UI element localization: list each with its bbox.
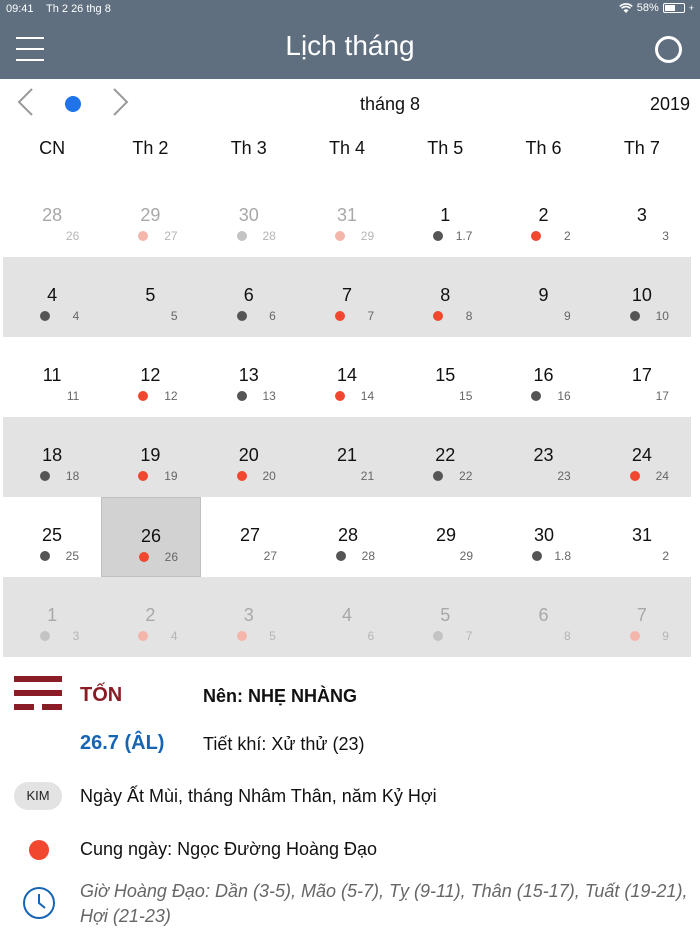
solar-day: 5	[440, 605, 451, 625]
lunar-day: 22	[459, 469, 473, 483]
day-cell[interactable]	[200, 577, 298, 657]
day-cell[interactable]	[298, 577, 396, 657]
lunar-day: 7	[465, 629, 473, 643]
lunar-day: 20	[262, 469, 276, 483]
lunar-day: 3	[72, 629, 80, 643]
event-dot	[336, 551, 346, 561]
lunar-day: 27	[263, 549, 277, 563]
solar-day: 26	[140, 526, 162, 546]
day-cell[interactable]	[494, 417, 592, 497]
palace-dot-icon	[29, 840, 49, 860]
day-cell[interactable]	[3, 417, 101, 497]
advice-label: Nên: NHẸ NHÀNG	[203, 686, 358, 706]
day-cell[interactable]	[396, 577, 494, 657]
week-row	[3, 497, 691, 577]
lunar-day: 5	[269, 629, 276, 643]
weekday-header	[3, 138, 691, 159]
lunar-day: 5	[170, 309, 178, 323]
status-bar	[0, 0, 700, 20]
good-day-dot	[138, 471, 148, 481]
day-cell[interactable]	[101, 257, 199, 337]
lunar-day: 21	[360, 469, 375, 483]
event-dot	[532, 551, 542, 561]
day-cell[interactable]	[494, 257, 592, 337]
lunar-day: 19	[164, 469, 178, 483]
solar-day: 7	[636, 605, 647, 625]
good-day-dot	[433, 311, 443, 321]
solar-day: 15	[435, 365, 456, 385]
nav-bar	[0, 20, 700, 79]
lunar-day: 12	[164, 389, 178, 403]
lunar-day: 28	[262, 229, 276, 243]
status-time: 09:41	[6, 3, 34, 15]
status-date: Th 2 26 thg 8	[46, 3, 111, 15]
event-dot	[40, 631, 50, 641]
page-title: Lịch tháng	[285, 30, 415, 61]
lunar-day: 1.7	[455, 229, 473, 243]
day-cell[interactable]	[3, 497, 101, 577]
day-cell[interactable]	[101, 177, 199, 257]
good-day-dot	[237, 471, 247, 481]
weekday-label: Th 6	[525, 138, 562, 158]
day-cell[interactable]	[201, 497, 299, 577]
lunar-day: 9	[564, 309, 571, 323]
lunar-day: 18	[65, 469, 80, 483]
solar-day: 12	[140, 365, 161, 385]
solar-day: 21	[336, 445, 357, 465]
lunar-day: 24	[655, 469, 669, 483]
event-dot	[531, 391, 541, 401]
event-dot	[433, 471, 443, 481]
event-dot	[433, 631, 443, 641]
lunar-day: 2	[564, 229, 571, 243]
solar-day: 19	[140, 445, 161, 465]
solar-day: 20	[238, 445, 259, 465]
day-cell[interactable]	[396, 417, 494, 497]
solar-day: 17	[631, 365, 652, 385]
solar-day: 6	[243, 285, 254, 305]
solar-day: 22	[435, 445, 456, 465]
day-cell[interactable]	[299, 497, 397, 577]
status-right	[619, 2, 694, 14]
event-dot	[237, 231, 247, 241]
lunar-day: 25	[65, 549, 79, 563]
good-day-dot	[335, 231, 345, 241]
chevron-right-icon[interactable]	[108, 87, 132, 117]
calendar-grid	[3, 177, 691, 657]
day-cell[interactable]	[200, 417, 298, 497]
lunar-day: 28	[361, 549, 375, 563]
day-cell[interactable]	[101, 337, 199, 417]
solar-day: 25	[41, 525, 63, 545]
lunar-day: 10	[655, 309, 669, 323]
day-cell[interactable]	[494, 577, 592, 657]
solar-day: 2	[145, 605, 156, 625]
lunar-day: 4	[72, 309, 80, 323]
day-cell[interactable]	[593, 417, 691, 497]
day-cell[interactable]	[298, 337, 396, 417]
solar-day: 5	[145, 285, 156, 305]
day-cell[interactable]	[200, 337, 298, 417]
event-dot	[40, 471, 50, 481]
lunar-day: 23	[557, 469, 571, 483]
lunar-day: 1.8	[554, 549, 571, 563]
solar-day: 31	[631, 525, 653, 545]
week-row	[3, 257, 691, 337]
month-label[interactable]: tháng 8	[360, 94, 421, 114]
chevron-left-icon[interactable]	[14, 87, 38, 117]
day-cell[interactable]	[593, 577, 691, 657]
day-cell[interactable]	[495, 497, 593, 577]
good-day-dot	[531, 231, 541, 241]
solar-day: 3	[243, 605, 254, 625]
event-dot	[237, 391, 247, 401]
solar-day: 13	[238, 365, 259, 385]
event-dot	[237, 311, 247, 321]
good-day-dot	[138, 631, 148, 641]
weekday-label: Th 5	[427, 138, 464, 158]
week-row	[3, 577, 691, 657]
good-day-dot	[335, 391, 345, 401]
solar-day: 29	[435, 525, 457, 545]
circle-icon[interactable]	[655, 36, 682, 63]
canchi-text: Ngày Ất Mùi, tháng Nhâm Thân, năm Kỷ Hợi	[80, 786, 437, 806]
week-row	[3, 417, 691, 497]
event-dot	[630, 311, 640, 321]
solar-day: 2	[538, 205, 549, 225]
today-button[interactable]	[65, 96, 81, 112]
lunar-day: 6	[269, 309, 276, 323]
solar-day: 9	[538, 285, 549, 305]
palace-text: Cung ngày: Ngọc Đường Hoàng Đạo	[80, 839, 378, 859]
day-cell[interactable]	[593, 497, 691, 577]
solar-day: 3	[636, 205, 647, 225]
hexagram-name: TỐN	[80, 684, 123, 706]
lunar-day: 9	[662, 629, 669, 643]
day-cell[interactable]	[593, 337, 691, 417]
lunar-day: 17	[655, 389, 669, 403]
day-cell-selected[interactable]	[101, 497, 201, 577]
lunar-day: 6	[367, 629, 375, 643]
solar-day: 30	[533, 525, 555, 545]
day-cell[interactable]	[3, 577, 101, 657]
day-detail-panel	[0, 658, 700, 934]
solar-day: 1	[440, 205, 451, 225]
lunar-day: 2	[662, 549, 669, 563]
lunar-day: 15	[459, 389, 473, 403]
solar-day: 18	[42, 445, 63, 465]
week-row	[3, 177, 691, 257]
weekday-label: Th 7	[623, 138, 660, 158]
lunar-day: 7	[367, 309, 375, 323]
solar-day: 29	[140, 205, 161, 225]
day-cell[interactable]	[200, 257, 298, 337]
good-day-dot	[335, 311, 345, 321]
lunar-day: 11	[66, 389, 80, 403]
solar-day: 1	[47, 605, 58, 625]
lunar-day: 13	[262, 389, 276, 403]
year-label[interactable]: 2019	[649, 94, 690, 114]
lunar-date: 26.7 (ÂL)	[80, 732, 165, 754]
battery-icon	[663, 3, 685, 13]
weekday-label: Th 2	[132, 138, 169, 158]
day-cell[interactable]	[397, 497, 495, 577]
wifi-icon	[619, 3, 633, 14]
good-day-dot	[138, 391, 148, 401]
solar-day: 16	[533, 365, 554, 385]
solar-day: 24	[631, 445, 652, 465]
solar-day: 10	[631, 285, 652, 305]
day-cell[interactable]	[396, 177, 494, 257]
solar-day: 14	[336, 365, 357, 385]
lunar-day: 26	[65, 229, 80, 243]
day-cell[interactable]	[298, 417, 396, 497]
month-header	[0, 79, 700, 129]
clock-icon	[22, 886, 56, 920]
day-cell[interactable]	[200, 177, 298, 257]
day-cell[interactable]	[101, 417, 199, 497]
solar-day: 6	[538, 605, 549, 625]
solar-day: 28	[42, 205, 63, 225]
day-cell[interactable]	[3, 257, 101, 337]
solar-term: Tiết khí: Xử thử (23)	[203, 734, 365, 754]
day-cell[interactable]	[101, 577, 199, 657]
good-hours-text: Giờ Hoàng Đạo: Dần (3-5), Mão (5-7), Tỵ (9-11), Thân (15-17), Tuất (19-21), Hợi (21-23)	[80, 881, 688, 926]
solar-day: 30	[238, 205, 259, 225]
week-row	[3, 337, 691, 417]
solar-day: 28	[337, 525, 359, 545]
good-day-dot	[139, 552, 149, 562]
day-cell[interactable]	[396, 337, 494, 417]
good-day-dot	[630, 631, 640, 641]
day-cell[interactable]	[3, 177, 101, 257]
good-day-dot	[237, 631, 247, 641]
day-cell[interactable]	[3, 337, 101, 417]
weekday-label: Th 3	[230, 138, 267, 158]
solar-day: 11	[42, 365, 62, 385]
lunar-day: 3	[662, 229, 669, 243]
solar-day: 4	[341, 605, 352, 625]
day-cell[interactable]	[593, 257, 691, 337]
lunar-day: 8	[465, 309, 473, 323]
day-cell[interactable]	[298, 177, 396, 257]
day-cell[interactable]	[396, 257, 494, 337]
element-badge: KIM	[14, 782, 62, 810]
lunar-day: 14	[360, 389, 375, 403]
solar-day: 27	[239, 525, 261, 545]
day-cell[interactable]	[494, 177, 592, 257]
weekday-label: CN	[39, 138, 66, 158]
solar-day: 8	[440, 285, 451, 305]
solar-day: 4	[47, 285, 58, 305]
lunar-day: 29	[360, 229, 375, 243]
lunar-day: 8	[564, 629, 571, 643]
lunar-day: 16	[557, 389, 571, 403]
event-dot	[40, 551, 50, 561]
good-day-dot	[138, 231, 148, 241]
day-cell[interactable]	[593, 177, 691, 257]
solar-day: 31	[336, 205, 357, 225]
lunar-day: 26	[164, 550, 178, 564]
good-day-dot	[630, 471, 640, 481]
event-dot	[40, 311, 50, 321]
lunar-day: 4	[170, 629, 178, 643]
solar-day: 7	[341, 285, 352, 305]
day-cell[interactable]	[494, 337, 592, 417]
lunar-day: 29	[459, 549, 473, 563]
hexagram-icon	[14, 676, 62, 710]
solar-day: 23	[533, 445, 554, 465]
day-cell[interactable]	[298, 257, 396, 337]
weekday-label: Th 4	[328, 138, 365, 158]
charging-icon: +	[688, 3, 694, 13]
battery-percent: 58%	[636, 2, 659, 14]
event-dot	[433, 231, 443, 241]
lunar-day: 27	[164, 229, 178, 243]
